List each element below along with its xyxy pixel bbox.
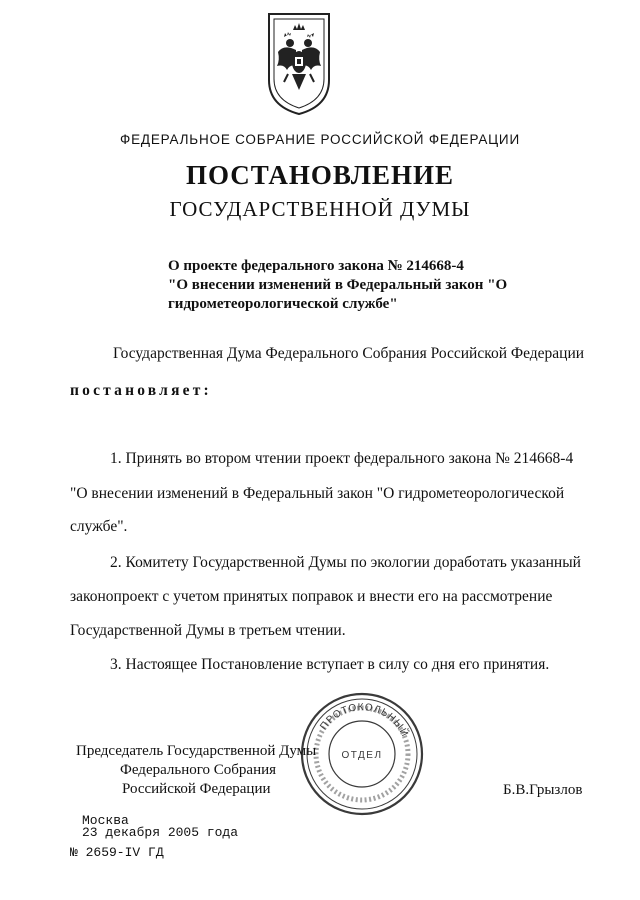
signatory-title-line-1: Председатель Государственной Думы	[76, 743, 317, 759]
item-2-line-2: законопроект с учетом принятых поправок и внести его на рассмотрение	[70, 588, 553, 605]
signatory-title-line-3: Российской Федерации	[122, 781, 271, 797]
preamble-text: Государственная Дума Федерального Собрания Российской Федерации	[113, 345, 585, 362]
subject-line-1: О проекте федерального закона № 214668-4	[168, 258, 464, 274]
stamp-center-text: ОТДЕЛ	[341, 750, 383, 761]
signatory-name: Б.В.Грызлов	[503, 782, 583, 798]
item-2-line-3: Государственной Думы в третьем чтении.	[70, 622, 346, 639]
organization-name: ФЕДЕРАЛЬНОЕ СОБРАНИЕ РОССИЙСКОЙ ФЕДЕРАЦИИ	[120, 132, 520, 147]
footer-date: 23 декабря 2005 года	[82, 825, 239, 840]
document-type-title: ПОСТАНОВЛЕНИЕ	[185, 160, 455, 190]
signatory-title-line-2: Федерального Собрания	[120, 762, 277, 778]
item-1-line-2: "О внесении изменений в Федеральный закон "О гидрометеорологической	[70, 485, 565, 502]
coat-of-arms-emblem	[266, 10, 332, 118]
item-3-text: 3. Настоящее Постановление вступает в силу со дня его принятия.	[110, 656, 550, 673]
item-2-line-1: 2. Комитету Государственной Думы по экологии доработать указанный	[110, 554, 581, 571]
subject-line-2: "О внесении изменений в Федеральный закон "О	[168, 277, 508, 293]
subject-block	[168, 257, 568, 314]
footer-city: Москва	[82, 813, 129, 828]
stamp-ring-text: ПРОТОКОЛЬНЫЙ	[318, 701, 411, 740]
item-1-line-1: 1. Принять во втором чтении проект федерального закона № 214668-4	[110, 450, 574, 467]
issuer-title: ГОСУДАРСТВЕННОЙ ДУМЫ	[169, 197, 471, 221]
resolves-text: постановляет:	[70, 382, 212, 399]
official-stamp	[298, 690, 426, 818]
footer-document-number: № 2659-IV ГД	[70, 845, 164, 860]
subject-line-3: гидрометеорологической службе"	[168, 296, 398, 312]
item-1-line-3: службе".	[70, 518, 128, 535]
